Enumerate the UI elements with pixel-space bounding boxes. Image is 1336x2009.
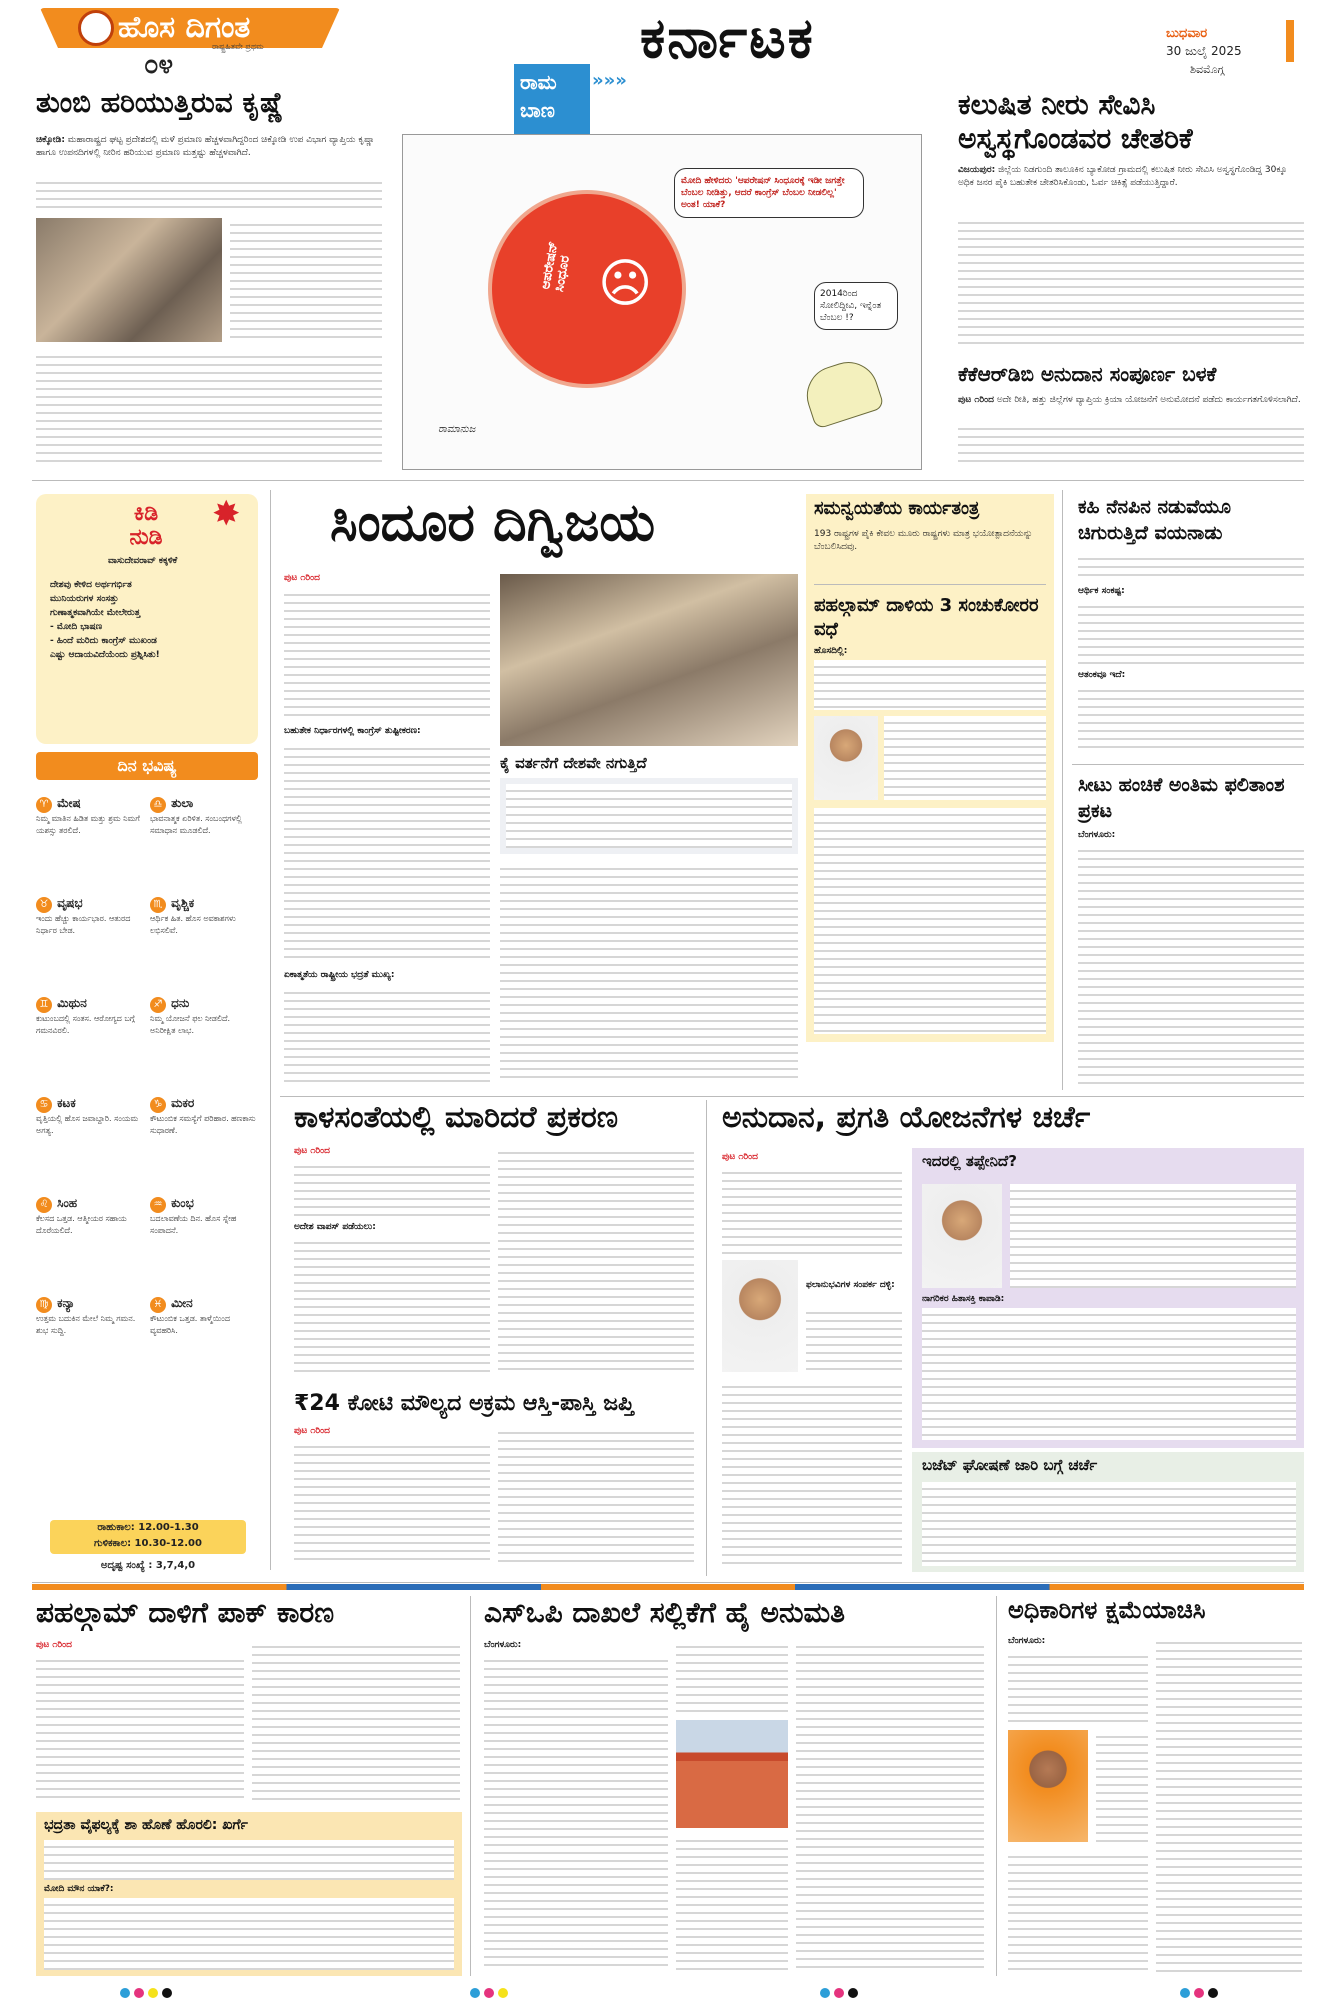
byline <box>284 572 490 585</box>
body-text <box>44 1898 454 1970</box>
sign-text: ಉತ್ತಮ ಬದುಕಿನ ಮೇಲೆ ನಿಮ್ಮ ಗಮನ. ಶುಭ ಸುದ್ದಿ. <box>36 1314 136 1335</box>
registration-mark-icon <box>1208 1988 1218 1998</box>
body-text <box>1078 684 1304 754</box>
author: ವಾಸುದೇವರಾವ್ ಕಕ್ಕಳಿಕೆ <box>108 556 178 566</box>
box-mistake <box>912 1148 1304 1448</box>
subhead: ಆತಂಕವೂ ಇದೆ: <box>1078 670 1126 680</box>
sign-text: ಕೆಲಸದ ಒತ್ತಡ. ಆತ್ಮೀಯರ ಸಹಾಯ ದೊರೆಯಲಿದೆ. <box>36 1214 127 1235</box>
body-text <box>1078 844 1304 1084</box>
scorpio-icon: ♏ <box>150 897 166 913</box>
body-text <box>252 1640 460 1804</box>
headline: ಸಿಂದೂರ ದಿಗ್ವಿಜಯ <box>330 493 656 553</box>
sign-pisces <box>150 1292 258 1337</box>
sign-name: ವೃಷಭ <box>57 896 83 910</box>
article-coordination-box <box>806 494 1054 1042</box>
registration-mark-icon <box>848 1988 858 1998</box>
sign-name: ವೃಶ್ಚಿಕ <box>171 896 195 910</box>
byline <box>958 394 1304 407</box>
sign-taurus <box>36 892 144 937</box>
dateline: ಪುಟ ೧ರಿಂದ <box>958 395 994 405</box>
sign-name: ಕಟಕ <box>57 1096 76 1110</box>
sign-text: ಆರ್ಥಿಕ ಹಿತ. ಹೊಸ ಅವಕಾಶಗಳು ಲಭಿಸಲಿವೆ. <box>150 914 236 935</box>
photo-caption: ಕೈ ವರ್ತನೆಗೆ ದೇಶವೇ ನಗುತ್ತಿದೆ <box>500 754 647 772</box>
pisces-icon: ♓ <box>150 1297 166 1313</box>
body-text <box>498 1426 694 1566</box>
sign-aquarius <box>150 1192 258 1237</box>
sign-virgo <box>36 1292 144 1337</box>
minister-photo <box>814 716 878 800</box>
body-text <box>1010 1184 1296 1288</box>
body-text <box>294 1440 490 1566</box>
box-budget <box>912 1452 1304 1572</box>
gulikakala: ಗುಳಿಕಕಾಲ: 10.30-12.00 <box>94 1538 202 1549</box>
article-apology <box>1004 1596 1304 1976</box>
sign-leo <box>36 1192 144 1237</box>
sign-text: ಕೌಟುಂಬಿಕ ಒತ್ತಡ. ತಾಳ್ಮೆಯಿಂದ ವ್ಯವಹರಿಸಿ. <box>150 1314 231 1335</box>
headline: ₹24 ಕೋಟಿ ಮೌಲ್ಯದ ಅಕ್ರಮ ಆಸ್ತಿ-ಪಾಸ್ತಿ ಜಪ್ತಿ <box>294 1391 634 1416</box>
sagittarius-icon: ♐ <box>150 997 166 1013</box>
registration-mark-icon <box>820 1988 830 1998</box>
date-label: 30 ಜುಲೈ 2025 <box>1166 44 1242 58</box>
sign-name: ಸಿಂಹ <box>57 1196 78 1210</box>
print-marks <box>120 1988 1220 2002</box>
sign-gemini <box>36 992 144 1037</box>
subhead: ಅದೇಶ ವಾಪಸ್ ಪಡೆಯಲು: <box>294 1222 376 1232</box>
page-number: ೦೪ <box>144 50 174 80</box>
body-text <box>958 422 1304 468</box>
registration-mark-icon <box>834 1988 844 1998</box>
body-text <box>36 1654 244 1804</box>
badge-line1: ರಾಮ <box>520 70 557 94</box>
verse-line: ಗುಣಾತ್ಮಕವಾಗಿಯೇ ಮೇಲೇರುತ್ತ <box>50 608 141 618</box>
dateline: ಬೆಂಗಳೂರು: <box>1078 830 1116 840</box>
body-text <box>500 862 798 1082</box>
cartoon-rama-bana <box>402 64 922 470</box>
body-text <box>1096 1730 1148 1842</box>
aquarius-icon: ♒ <box>150 1197 166 1213</box>
sign-name: ತುಲಾ <box>171 796 194 810</box>
sign-name: ಮೇಷ <box>57 796 81 810</box>
verse-line: ದೇಶವು ಕೇಳಿದ ಅರ್ಥಗರ್ಭಿತ <box>50 580 132 590</box>
body-text <box>294 1236 490 1376</box>
subhead: ಏಕಾತ್ಮತೆಯ ರಾಷ್ಟ್ರೀಯ ಭದ್ರತೆ ಮುಖ್ಯ: <box>284 970 395 980</box>
article-pahalgam-pak <box>32 1596 462 1976</box>
divider <box>280 1096 1304 1097</box>
leo-icon: ♌ <box>36 1197 52 1213</box>
badge-line2: ಬಾಣ <box>520 98 555 122</box>
sign-scorpio <box>150 892 258 937</box>
sign-cancer <box>36 1092 144 1137</box>
color-strip <box>32 1584 1304 1590</box>
body-text <box>722 1380 902 1566</box>
registration-mark-icon <box>484 1988 494 1998</box>
spark-icon: ✸ <box>212 494 241 534</box>
headline: ಕಲುಷಿತ ನೀರು ಸೇವಿಸಿ ಅಸ್ವಸ್ಥಗೊಂಡವರ ಚೇತರಿಕೆ <box>958 88 1193 155</box>
paper-tagline: ರಾಷ್ಟ್ರಹಿತವೇ ಪ್ರಥಮ <box>212 42 264 51</box>
box-kharge <box>36 1812 462 1976</box>
sign-capricorn <box>150 1092 258 1137</box>
verse-line: ಮುನಿಯರುಗಳ ಸಂಸತ್ತು <box>50 594 119 604</box>
body-text <box>44 1840 454 1880</box>
subhead: ಬಹುತೇಕ ನಿರ್ಧಾರಗಳಲ್ಲಿ ಕಾಂಗ್ರೆಸ್ ತುಷ್ಟೀಕರಣ: <box>284 726 421 736</box>
lead-text: ಮಹಾರಾಷ್ಟ್ರದ ಘಟ್ಟ ಪ್ರದೇಶದಲ್ಲಿ ಮಳೆ ಪ್ರಮಾಣ ಹೆಚ್ಚಳವಾಗಿದ್ದರಿಂದ ಚಿಕ್ಕೋಡಿ ಉಪ ವಿಭಾಗ ವ್ಯಾಪ್ತಿಯ ಕೃಷ್ಣಾ ಹಾಗೂ ಉಪನದಿಗಳಲ್ಲಿ ನೀರಿನ ಹರಿಯುವ ಪ್ರಮಾಣ ಮತ್ತಷ್ಟು ಹೆಚ್ಚಳವಾಗಿದೆ. <box>36 135 375 158</box>
minister-photo <box>922 1184 1002 1288</box>
sign-text: ಬದಲಾವಣೆಯ ದಿನ. ಹೊಸ ಸ್ನೇಹ ಸಂಪಾದನೆ. <box>150 1214 237 1235</box>
lead-text: ಜಿಲ್ಲೆಯ ನಿಡಗುಂದಿ ತಾಲೂಕಿನ ಬ್ಯಾಕೋಡ ಗ್ರಾಮದಲ್ಲಿ ಕಲುಷಿತ ನೀರು ಸೇವಿಸಿ ಅಸ್ವಸ್ಥಗೊಂಡಿದ್ದ 30ಕ್ಕೂ ಅಧಿಕ ಜನರ ಪೈಕಿ ಬಹುತೇಕ ಚೇತರಿಸಿಕೊಂಡು, ಓರ್ವ ಚಿಕಿತ್ಸೆ ಪಡೆಯುತ್ತಿದ್ದಾರೆ. <box>958 165 1287 188</box>
day-label: ಬುಧವಾರ <box>1166 26 1208 41</box>
title: ಕಿಡಿ ನುಡಿ <box>129 501 163 550</box>
sign-text: ವೃತ್ತಿಯಲ್ಲಿ ಹೊಸ ಜವಾಬ್ದಾರಿ. ಸಂಯಮ ಅಗತ್ಯ. <box>36 1114 139 1135</box>
sign-aries <box>36 792 144 837</box>
body-text <box>484 1654 668 1972</box>
dateline: ಪುಟ ೧ರಿಂದ <box>36 1640 72 1650</box>
dateline: ಪುಟ ೧ರಿಂದ <box>294 1426 330 1436</box>
registration-mark-icon <box>1180 1988 1190 1998</box>
headline: ಪಹಲ್ಗಾಮ್ ದಾಳಿಯ 3 ಸಂಚುಕೋರರ ವಧೆ <box>814 595 1039 640</box>
paper-name: ಹೊಸ ದಿಗಂತ <box>118 10 251 45</box>
byline <box>958 164 1304 190</box>
kidi-nudi-box <box>36 494 258 744</box>
speech-bubble-1: ಮೋದಿ ಹೇಳಿದರು 'ಆಪರೇಷನ್ ಸಿಂಧೂರಕ್ಕೆ ಇಡೀ ಜಗತ್ತೇ ಬೆಂಬಲ ನೀಡಿತ್ತು, ಆದರೆ ಕಾಂಗ್ರೆಸ್ ಬೆಂಬಲ ನೀಡಲಿಲ್ಲ' ಅಂತ! ಯಾಕೆ? <box>674 168 864 218</box>
body-text <box>814 660 1046 710</box>
divider <box>1062 490 1063 1090</box>
article-sindoor <box>280 490 800 1090</box>
divider <box>996 1596 997 1976</box>
headline: ಕಹಿ ನೆನಪಿನ ನಡುವೆಯೂ ಚಿಗುರುತ್ತಿದೆ ವಯನಾಡು <box>1078 496 1231 544</box>
article-seat-allotment <box>1072 768 1304 1090</box>
article-assets-seized <box>280 1390 700 1576</box>
divider <box>814 584 1046 585</box>
headline: ಸಮನ್ವಯತೆಯ ಕಾರ್ಯತಂತ್ರ <box>814 498 980 519</box>
lead-text: 193 ರಾಷ್ಟ್ರಗಳ ಪೈಕಿ ಕೇವಲ ಮೂರು ರಾಷ್ಟ್ರಗಳು ಮಾತ್ರ ಭಯೋತ್ಪಾದನೆಯನ್ನು ಬೆಂಬಲಿಸಿದವು. <box>814 529 1033 552</box>
gemini-icon: ♊ <box>36 997 52 1013</box>
sign-text: ನಿಮ್ಮ ಮಾತಿನ ಹಿಡಿತ ಮತ್ತು ಶ್ರಮ ನಿಮಗೆ ಯಶಸ್ಸು ತರಲಿದೆ. <box>36 814 140 835</box>
sun-face-icon: ☹ <box>598 254 653 314</box>
sign-text: ಕುಟುಂಬದಲ್ಲಿ ಸಂತಸ. ಆರೋಗ್ಯದ ಬಗ್ಗೆ ಗಮನವಿರಲಿ. <box>36 1014 135 1035</box>
byline <box>36 134 382 160</box>
horoscope-title: ದಿನ ಭವಿಷ್ಯ <box>117 756 177 775</box>
body-text <box>922 1482 1296 1566</box>
body-text <box>1008 1650 1148 1722</box>
politician-photo <box>1008 1730 1088 1842</box>
headline: ಎಸ್‌ಒಪಿ ದಾಖಲೆ ಸಲ್ಲಿಕೆಗೆ ಹೈ ಅನುಮತಿ <box>484 1596 845 1629</box>
body-text <box>294 1160 490 1218</box>
arrow-icon: »»» <box>592 70 627 91</box>
cancer-icon: ♋ <box>36 1097 52 1113</box>
headline: ಸೀಟು ಹಂಚಿಕೆ ಅಂತಿಮ ಫಲಿತಾಂಶ ಪ್ರಕಟ <box>1078 774 1285 822</box>
subhead: ಆರ್ಥಿಕ ಸಂಕಷ್ಟ: <box>1078 586 1125 596</box>
registration-mark-icon <box>162 1988 172 1998</box>
subhead: ಫಲಾನುಭವಿಗಳ ಸಂಪರ್ಕ ದಳ್ಳಿ: <box>806 1280 895 1290</box>
article-sop <box>478 1596 988 1976</box>
box-title: ಭದ್ರತಾ ವೈಫಲ್ಯಕ್ಕೆ ಶಾ ಹೊಣೆ ಹೊರಲಿ: ಖರ್ಗೆ <box>44 1817 248 1833</box>
verse-line: ಎಷ್ಟು ಆದಾಯವಿದೆಯೆಂದು ಪ್ರಶ್ನಿಸಿತು! <box>50 650 160 660</box>
article-kalasanthe <box>280 1100 700 1385</box>
dateline: ಹೊಸದಿಲ್ಲಿ: <box>814 646 848 656</box>
body-text <box>284 588 490 718</box>
registration-mark-icon <box>148 1988 158 1998</box>
body-text <box>806 1306 902 1372</box>
body-text <box>676 1640 788 1714</box>
headline: ಅಧಿಕಾರಿಗಳ ಕ್ಷಮೆಯಾಚಿಸಿ <box>1008 1596 1206 1624</box>
city-label: ಶಿವಮೊಗ್ಗ <box>1190 63 1225 76</box>
sign-name: ಕನ್ಯಾ <box>57 1296 76 1310</box>
box-title: ಬಜೆಟ್ ಘೋಷಣೆ ಜಾರಿ ಬಗ್ಗೆ ಚರ್ಚೆ <box>922 1456 1098 1474</box>
capricorn-icon: ♑ <box>150 1097 166 1113</box>
dateline: ಪುಟ ೧ರಿಂದ <box>284 573 320 583</box>
section-title: ಕರ್ನಾಟಕ <box>640 6 815 71</box>
headline: ಕಾಳಸಂತೆಯಲ್ಲಿ ಮಾರಿದರೆ ಪ್ರಕರಣ <box>294 1100 619 1135</box>
registration-mark-icon <box>120 1988 130 1998</box>
registration-mark-icon <box>498 1988 508 1998</box>
divider <box>270 490 271 1570</box>
article-krishna <box>32 88 382 471</box>
divider <box>32 1582 1304 1583</box>
body-text <box>922 1308 1296 1440</box>
logo-emblem-icon <box>78 10 114 46</box>
divider <box>470 1596 471 1976</box>
body-text <box>796 1640 984 1972</box>
dateline: ಬೆಂಗಳೂರು: <box>1008 1636 1046 1646</box>
lucky-numbers: ಅದೃಷ್ಟ ಸಂಖ್ಯೆ : 3,7,4,0 <box>100 1560 196 1571</box>
rahukala: ರಾಹುಕಾಲ: 12.00-1.30 <box>97 1522 199 1533</box>
body-text <box>814 808 1046 1034</box>
body-text <box>1078 600 1304 666</box>
box-title: ಇದರಲ್ಲಿ ತಪ್ಪೇನಿದೆ? <box>922 1152 1017 1170</box>
body-text <box>958 216 1304 350</box>
divider <box>32 480 1304 481</box>
body-text <box>506 784 792 848</box>
headline: ಕೆಕೆಆರ್‌ಡಿಬಿ ಅನುದಾನ ಸಂಪೂರ್ಣ ಬಳಕೆ <box>958 362 1217 386</box>
dateline: ಚಿಕ್ಕೋಡಿ: <box>36 135 65 145</box>
sun-drawing <box>492 194 682 384</box>
flood-photo <box>36 218 222 342</box>
dateline: ಪುಟ ೧ರಿಂದ <box>722 1152 758 1162</box>
body-text <box>498 1146 694 1376</box>
verse <box>50 578 246 662</box>
registration-mark-icon <box>470 1988 480 1998</box>
cm-photo <box>722 1260 798 1372</box>
horoscope-grid <box>36 792 258 1402</box>
dateline: ಪುಟ ೧ರಿಂದ <box>294 1146 330 1156</box>
sign-name: ಮಕರ <box>171 1096 195 1110</box>
sign-name: ಮಿಥುನ <box>57 996 87 1010</box>
body-text <box>1008 1850 1148 1972</box>
virgo-icon: ♍ <box>36 1297 52 1313</box>
speech-bubble-2: 2014ರಿಂದ ಸೋಲಿದ್ದೀವಿ, ಇನ್ನೆಂತ ಬೆಂಬಲ !? <box>814 282 898 330</box>
article-kkrdb <box>938 360 1304 472</box>
sun-text: ಆಪರೇಷನ್ ಸಿಂಧೂರ <box>538 240 574 293</box>
article-wayanad <box>1072 490 1304 760</box>
body-text <box>230 218 382 342</box>
dateline: ವಿಜಯಪುರ: <box>958 165 996 175</box>
registration-mark-icon <box>134 1988 144 1998</box>
high-court-photo <box>676 1720 788 1828</box>
headline: ಅನುದಾನ, ಪ್ರಗತಿ ಯೋಜನೆಗಳ ಚರ್ಚೆ <box>722 1100 1091 1135</box>
lead-text: ಅದೇ ರೀತಿ, ಹತ್ತು ಜಿಲ್ಲೆಗಳ ವ್ಯಾಪ್ತಿಯ ಕ್ರಿಯಾ ಯೋಜನೆಗೆ ಅನುಮೋದನೆ ಪಡೆದು ಕಾರ್ಯಗತಗೊಳಿಸಲಾಗಿದೆ. <box>996 395 1301 405</box>
sign-name: ಕುಂಭ <box>171 1196 194 1210</box>
article-grants <box>712 1100 1304 1576</box>
sign-name: ಮೀನ <box>171 1296 193 1310</box>
dateline: ಬೆಂಗಳೂರು: <box>484 1640 522 1650</box>
horoscope-section <box>36 752 258 1572</box>
registration-mark-icon <box>1194 1988 1204 1998</box>
divider <box>706 1100 707 1576</box>
taurus-icon: ♉ <box>36 897 52 913</box>
body-text <box>676 1834 788 1972</box>
body-text <box>1156 1636 1302 1972</box>
sign-libra <box>150 792 258 837</box>
sign-sagittarius <box>150 992 258 1037</box>
body-text <box>36 350 382 468</box>
body-text <box>1078 552 1304 582</box>
cartoonist-signature: ರಾಮಾನುಜ <box>438 424 476 435</box>
sign-text: ಇಂದು ಹೆಚ್ಚು ಕಾರ್ಯಭಾರ. ಆತುರದ ನಿರ್ಧಾರ ಬೇಡ. <box>36 914 131 935</box>
body-text <box>884 716 1046 800</box>
verse-line: - ಮೋದಿ ಭಾಷಣ <box>50 622 103 632</box>
sign-name: ಧನು <box>171 996 190 1010</box>
body-text <box>36 176 382 210</box>
headline: ತುಂಬಿ ಹರಿಯುತ್ತಿರುವ ಕೃಷ್ಣೆ <box>36 86 285 119</box>
body-text <box>722 1166 902 1256</box>
article-contaminated-water <box>938 88 1304 360</box>
libra-icon: ♎ <box>150 797 166 813</box>
verse-line: - ಹಿಂದೆ ಮರಿದು ಕಾಂಗ್ರೆಸ್ ಮುಖಂಡ <box>50 636 157 646</box>
aries-icon: ♈ <box>36 797 52 813</box>
sign-text: ನಿಮ್ಮ ಯೋಜನೆ ಫಲ ನೀಡಲಿದೆ. ಅನಿರೀಕ್ಷಿತ ಲಾಭ. <box>150 1014 231 1035</box>
body-text <box>284 742 490 962</box>
divider <box>1072 764 1304 765</box>
headline: ಪಹಲ್ಗಾಮ್ ದಾಳಿಗೆ ಪಾಕ್ ಕಾರಣ <box>36 1596 335 1629</box>
sign-text: ಭಾವನಾತ್ಮಕ ಏರಿಳಿತ. ಸಂಬಂಧಗಳಲ್ಲಿ ಸಮಾಧಾನ ಮೂಡಲಿದೆ. <box>150 814 242 835</box>
sign-text: ಕೌಟುಂಬಿಕ ಸಮಸ್ಯೆಗೆ ಪರಿಹಾರ. ಹಣಕಾಸು ಸುಧಾರಣೆ. <box>150 1114 256 1135</box>
subhead: ನಾಗರಿಕರ ಹಿತಾಸಕ್ತಿ ಕಾಪಾಡಿ: <box>922 1294 1005 1304</box>
body-text <box>284 986 490 1082</box>
parliament-photo <box>500 574 798 746</box>
masthead-accent-bar <box>1286 20 1294 62</box>
subhead: ಮೋದಿ ಮೌನ ಯಾಕೆ?: <box>44 1884 114 1894</box>
